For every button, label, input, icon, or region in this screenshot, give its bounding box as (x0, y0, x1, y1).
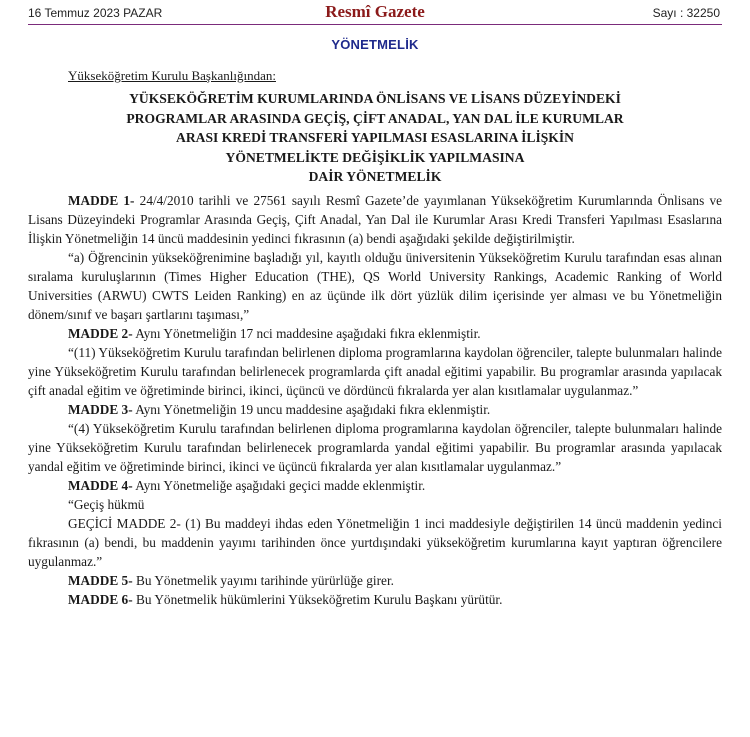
gazette-header (28, 0, 722, 25)
article-label: MADDE 2- (68, 325, 133, 341)
article-label: MADDE 4- (68, 477, 133, 493)
regulation-title-line: YÖNETMELİKTE DEĞİŞİKLİK YAPILMASINA (225, 149, 525, 165)
article-1-quote: “a) Öğrencinin yükseköğrenimine başladığı yıl, kayıtlı olduğu üniversitenin Yükseköğretim Kurulu tarafından esas alınan sıralama kuruluşlarının (Times Higher Education (THE), QS World University Rankings, Academic Ranking of World Universities (ARWU) CWTS Leiden Ranking) en az üçünde ilk dört yüzlük dilim içerisinde yer alması ve bu Yönetmeliğin dönem/sınıf ve başarı şartlarını taşıması,” (28, 249, 722, 322)
gazette-title: Resmî Gazete (325, 2, 425, 21)
article-label: MADDE 1- (68, 192, 135, 208)
article-text: 24/4/2010 tarihli ve 27561 sayılı Resmî Gazete’de yayımlanan Yükseköğretim Kurumlarında Önlisans ve Lisans Düzeyindeki Programlar Arasında Geçiş, Çift Anadal, Yan Dal ile Kurumlar Arası Kredi Transferi Yapılması Esaslarına İlişkin Yönetmeliğin 14 üncü maddesinin yedinci fıkrasının (a) bendi aşağıdaki şekilde değiştirilmiştir. (28, 192, 722, 246)
article-label: MADDE 5- (68, 572, 133, 588)
regulation-title (28, 89, 722, 187)
article-6 (28, 590, 722, 609)
article-4-quote-heading: “Geçiş hükmü (68, 496, 145, 512)
article-2-quote: “(11) Yükseköğretim Kurulu tarafından belirlenen diploma programlarına kaydolan öğrenciler, talepte bulunmaları halinde yine Yükseköğretim Kurulu tarafından belirlenecek programlarda çift anadal eğitimi yapabilir. Bu programlar arasında yapılacak çift anadal eğitim ve öğretiminde birinci, ikinci, üçüncü ve dördüncü fıkralarda yer alan kısıtlamalar uygulanmaz.” (28, 344, 722, 398)
regulation-title-line: ARASI KREDİ TRANSFERİ YAPILMASI ESASLARINA İLİŞKİN (176, 130, 574, 145)
regulation-document (28, 66, 722, 609)
article-label: MADDE 3- (68, 401, 133, 417)
issue-number: Sayı : 32250 (652, 6, 720, 20)
article-label: MADDE 6- (68, 591, 133, 607)
regulation-title-line: PROGRAMLAR ARASINDA GEÇİŞ, ÇİFT ANADAL, YAN DAL İLE KURUMLAR (126, 110, 624, 126)
article-text: Aynı Yönetmeliğin 19 uncu maddesine aşağıdaki fıkra eklenmiştir. (132, 401, 491, 417)
article-3-quote: “(4) Yükseköğretim Kurulu tarafından belirlenen diploma programlarına kaydolan öğrenciler, talepte bulunmaları halinde yine Yükseköğretim Kurulu tarafından belirlenecek programlarda yandal eğitimi yapabilir. Bu programlar arasında yapılacak yandal eğitim ve öğretiminde birinci, ikinci ve üçüncü fıkralarda yer alan kısıtlamalar uygulanmaz.” (28, 420, 722, 474)
article-2 (28, 324, 722, 343)
publication-date: 16 Temmuz 2023 PAZAR (28, 6, 163, 20)
article-5 (28, 571, 722, 590)
section-label: YÖNETMELİK (331, 37, 419, 52)
article-4 (28, 476, 722, 495)
article-text: Aynı Yönetmeliğin 17 nci maddesine aşağıdaki fıkra eklenmiştir. (132, 325, 481, 341)
article-4-quote: GEÇİCİ MADDE 2- (1) Bu maddeyi ihdas eden Yönetmeliğin 1 inci maddesiyle değiştirilen 14 üncü maddenin yedinci fıkrasının (a) bendi, bu maddenin yayımı tarihinden önce yurtdışındaki yükseköğretim kurumlarına kayıt yaptıran öğrencilere uygulanmaz.” (28, 515, 722, 569)
article-text: Bu Yönetmelik yayımı tarihinde yürürlüğe girer. (132, 572, 394, 588)
article-text: Aynı Yönetmeliğe aşağıdaki geçici madde eklenmiştir. (132, 477, 426, 493)
regulation-title-line: YÜKSEKÖĞRETİM KURUMLARINDA ÖNLİSANS VE LİSANS DÜZEYİNDEKİ (129, 91, 621, 106)
regulation-title-line: DAİR YÖNETMELİK (308, 169, 442, 184)
issuing-authority: Yükseköğretim Kurulu Başkanlığından: (68, 68, 276, 83)
article-1 (28, 191, 722, 248)
article-3 (28, 400, 722, 419)
article-text: Bu Yönetmelik hükümlerini Yükseköğretim Kurulu Başkanı yürütür. (132, 591, 503, 607)
